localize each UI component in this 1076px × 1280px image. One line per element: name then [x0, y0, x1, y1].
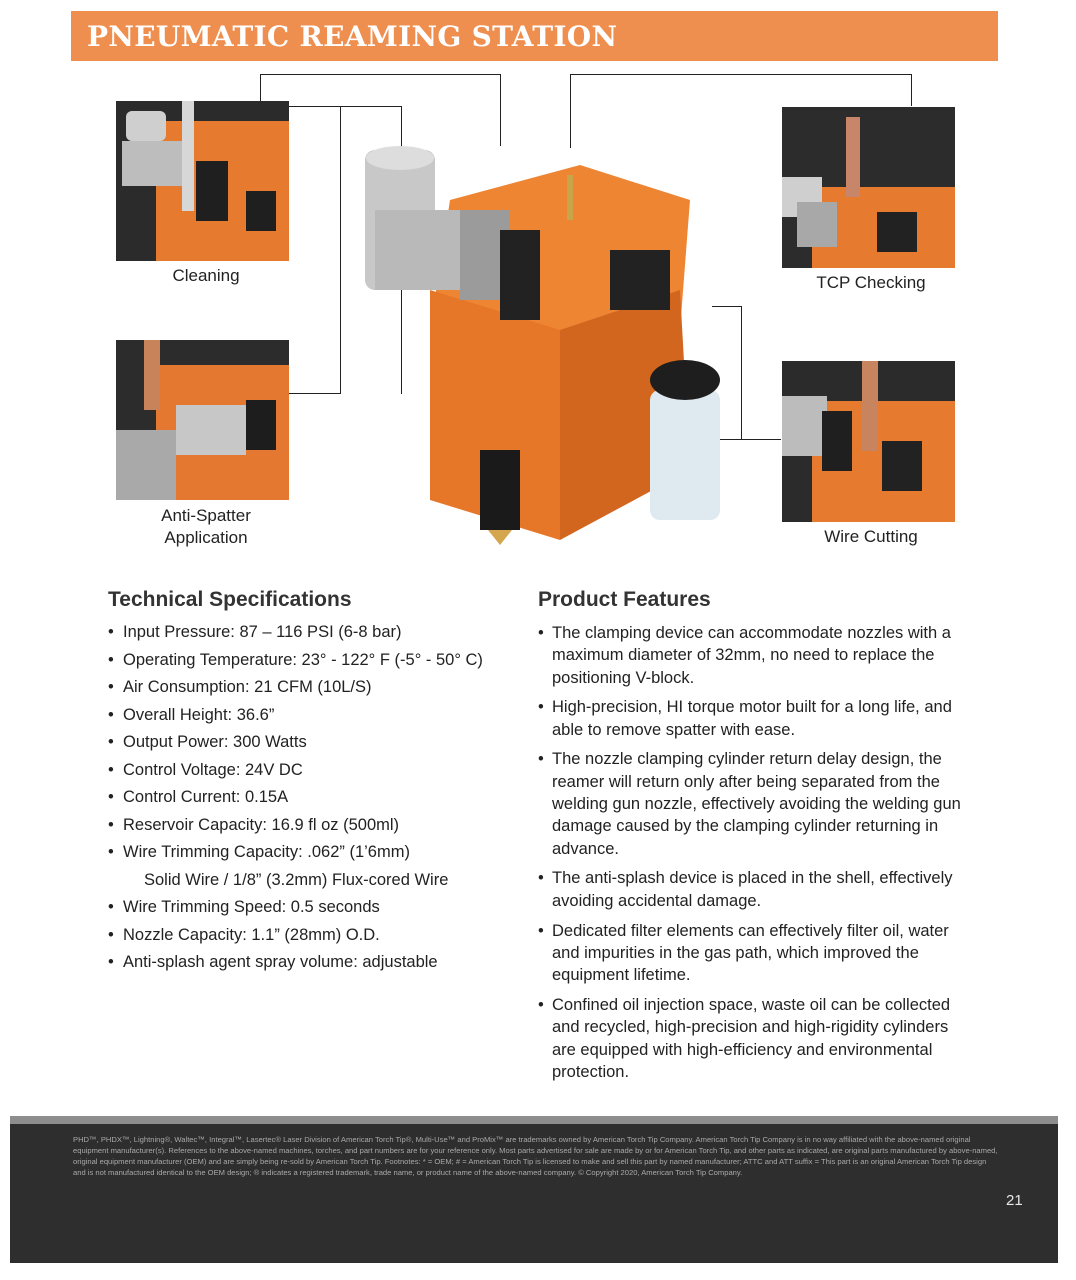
- features-heading: Product Features: [538, 588, 711, 611]
- footer-band: [10, 1116, 1058, 1124]
- wire-cutting-photo: [782, 361, 955, 522]
- specs-heading: Technical Specifications: [108, 588, 352, 611]
- tcp-checking-caption: TCP Checking: [816, 273, 926, 292]
- spec-item: • Control Current: 0.15A: [108, 784, 483, 812]
- cleaning-caption: Cleaning: [172, 266, 240, 285]
- spec-item: • Nozzle Capacity: 1.1” (28mm) O.D.: [108, 922, 483, 950]
- connector-anti-spatter-h: [289, 393, 341, 394]
- anti-spatter-caption: Anti-Spatter Application: [161, 506, 251, 547]
- feature-item: • Dedicated filter elements can effectively filter oil, water and impurities in the gas path, which improved the equipment lifetime.: [538, 920, 968, 987]
- spec-item: • Wire Trimming Capacity: .062” (1’6mm): [108, 839, 483, 867]
- specs-list: [108, 619, 483, 977]
- spec-item: • Anti-splash agent spray volume: adjustable: [108, 949, 483, 977]
- tcp-checking-photo: [782, 107, 955, 268]
- connector-wire-h: [741, 439, 781, 440]
- feature-item: • High-precision, HI torque motor built for a long life, and able to remove spatter with ease.: [538, 696, 968, 741]
- wire-cutting-caption: Wire Cutting: [824, 527, 918, 546]
- cleaning-photo: [116, 101, 289, 261]
- footer-disclaimer: PHD™, PHDX™, Lightning®, Waltec™, Integral™, Lasertec® Laser Division of American Torch Tip®, Multi-Use™ and ProMix™ are trademarks owned by American Torch Tip Company. American Torch Tip Company is in no way affiliated with the above-named original equipment manufacturer(s). References to the above-named machines, torches, and part numbers are for your reference only. Most parts advertised for sale are made by or for American Torch Tip, and other parts as indicated, are original parts manufactured by above-named, original equipment manufacturer (OEM) and are simply being re-sold by American Torch Tip. Footnotes: * = OEM; # = American Torch Tip is licensed to make and sell this part by named manufacturer; ATTC and ATT suffix = This part is an original American Torch Tip design and is not manufactured identical to the OEM design; ® indicates a registered trademark, trade name, or product name of the above-named company. © Copyright 2020, American Torch Tip Company.: [73, 1135, 998, 1177]
- spec-item: • Control Voltage: 24V DC: [108, 757, 483, 785]
- feature-item: • Confined oil injection space, waste oil can be collected and recycled, high-precision and high-rigidity cylinders are equipped with high-efficiency and environmental protection.: [538, 994, 968, 1083]
- page-number: 21: [1006, 1192, 1023, 1209]
- spec-item: • Operating Temperature: 23° - 122° F (-5° - 50° C): [108, 647, 483, 675]
- features-list: [538, 622, 968, 1091]
- page-title: PNEUMATIC REAMING STATION: [87, 20, 618, 53]
- title-banner: [71, 11, 998, 61]
- spec-item-continuation: Solid Wire / 1/8” (3.2mm) Flux-cored Wire: [144, 870, 449, 889]
- feature-item: • The nozzle clamping cylinder return delay design, the reamer will return only after being separated from the welding gun nozzle, effectively avoiding the welding gun damage caused by the clamping cylinder returning in advance.: [538, 748, 968, 859]
- spec-item: • Input Pressure: 87 – 116 PSI (6-8 bar): [108, 619, 483, 647]
- spec-item: • Wire Trimming Speed: 0.5 seconds: [108, 894, 483, 922]
- anti-spatter-photo: [116, 340, 289, 500]
- spec-item: • Overall Height: 36.6”: [108, 702, 483, 730]
- spec-item: • Air Consumption: 21 CFM (10L/S): [108, 674, 483, 702]
- feature-item: • The clamping device can accommodate nozzles with a maximum diameter of 32mm, no need to replace the positioning V-block.: [538, 622, 968, 689]
- spec-item: • Output Power: 300 Watts: [108, 729, 483, 757]
- footer: [10, 1116, 1058, 1263]
- connector-tcp: [570, 74, 912, 106]
- reaming-station-image: [360, 140, 740, 550]
- spec-item: • Reservoir Capacity: 16.9 fl oz (500ml): [108, 812, 483, 840]
- feature-item: • The anti-splash device is placed in the shell, effectively avoiding accidental damage.: [538, 867, 968, 912]
